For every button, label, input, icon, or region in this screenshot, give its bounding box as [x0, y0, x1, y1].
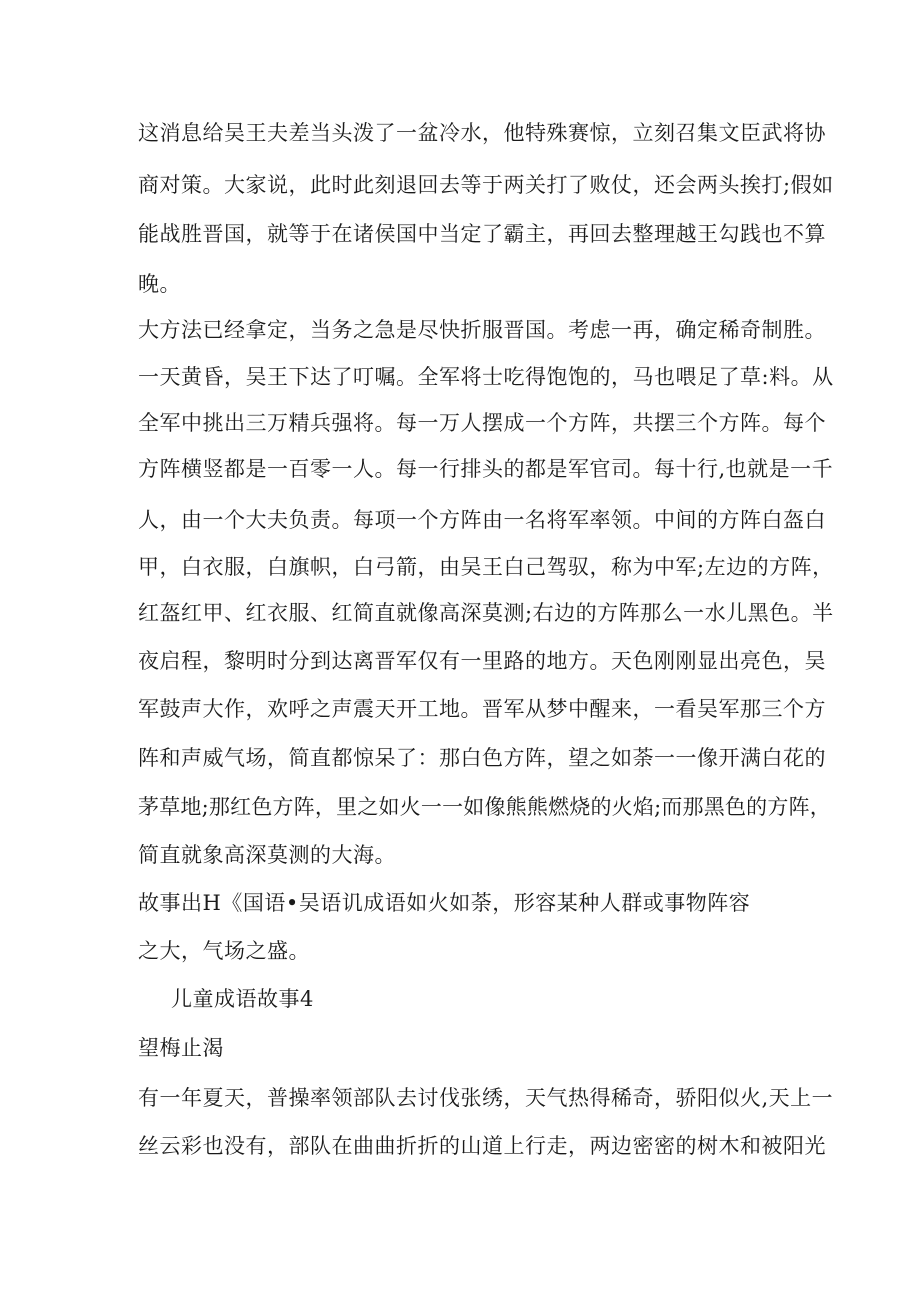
text-line: 军鼓声大作，欢呼之声震天开工地。晋军从梦中醒来，一看吴军那三个方: [138, 697, 826, 721]
text-line: 夜启程，黎明时分到达离晋军仅有一里路的地方。天色刚刚显出亮色，吴: [138, 649, 826, 673]
text-line: 红盔红甲、红衣服、红简直就像高深莫测;右边的方阵那么一水儿黑色。半: [138, 601, 834, 625]
text-line: 方阵横竖都是一百零一人。每一行排头的都是军官司。每十行,也就是一千: [138, 457, 834, 481]
text-line: 商对策。大家说，此时此刻退回去等于两关打了败仗，还会两头挨打;假如: [138, 173, 834, 197]
text-line: 人，由一个大夫负责。每项一个方阵由一名将军率领。中间的方阵白盔白: [138, 508, 826, 532]
text-line: 茅草地;那红色方阵，里之如火一一如像熊熊燃烧的火焰;而那黑色的方阵，: [138, 795, 831, 819]
text-line: 晚。: [138, 272, 181, 296]
text-line: 这消息给吴王夫差当头泼了一盆冷水，他特殊赛惊，立刻召集文臣武将协: [138, 121, 826, 145]
text-line: 阵和声威气场，简直都惊呆了：那白色方阵，望之如荼一一像开满白花的: [138, 746, 826, 770]
text-line: 丝云彩也没有，部队在曲曲折折的山道上行走，两边密密的树木和被阳光: [138, 1134, 826, 1158]
text-line: 大方法已经拿定，当务之急是尽快折服晋国。考虑一再，确定稀奇制胜。: [138, 318, 826, 342]
text-line: 之大，气场之盛。: [138, 939, 310, 963]
text-line: 故事出H《国语•吴语讥成语如火如荼，形容某种人群或事物阵容: [138, 891, 751, 915]
text-line: 能战胜晋国，就等于在诸侯国中当定了霸主，再回去整理越王勾践也不算: [138, 222, 826, 246]
story-title: 望梅止渴: [138, 1036, 224, 1060]
text-line: 有一年夏天，普操率领部队去讨伐张绣，天气热得稀奇，骄阳似火,天上一: [138, 1086, 834, 1110]
text-line: 简直就象高深莫测的大海。: [138, 843, 396, 867]
text-line: 甲，白衣服，白旗帜，白弓箭，由吴王白己驾驭，称为中军;左边的方阵，: [138, 555, 834, 579]
section-heading: 儿童成语故事4: [171, 987, 314, 1011]
text-line: 一天黄昏，吴王下达了叮嘱。全军将士吃得饱饱的，马也喂足了草:料。从: [138, 365, 834, 389]
text-line: 全军中挑出三万精兵强将。每一万人摆成一个方阵，共摆三个方阵。每个: [138, 411, 826, 435]
